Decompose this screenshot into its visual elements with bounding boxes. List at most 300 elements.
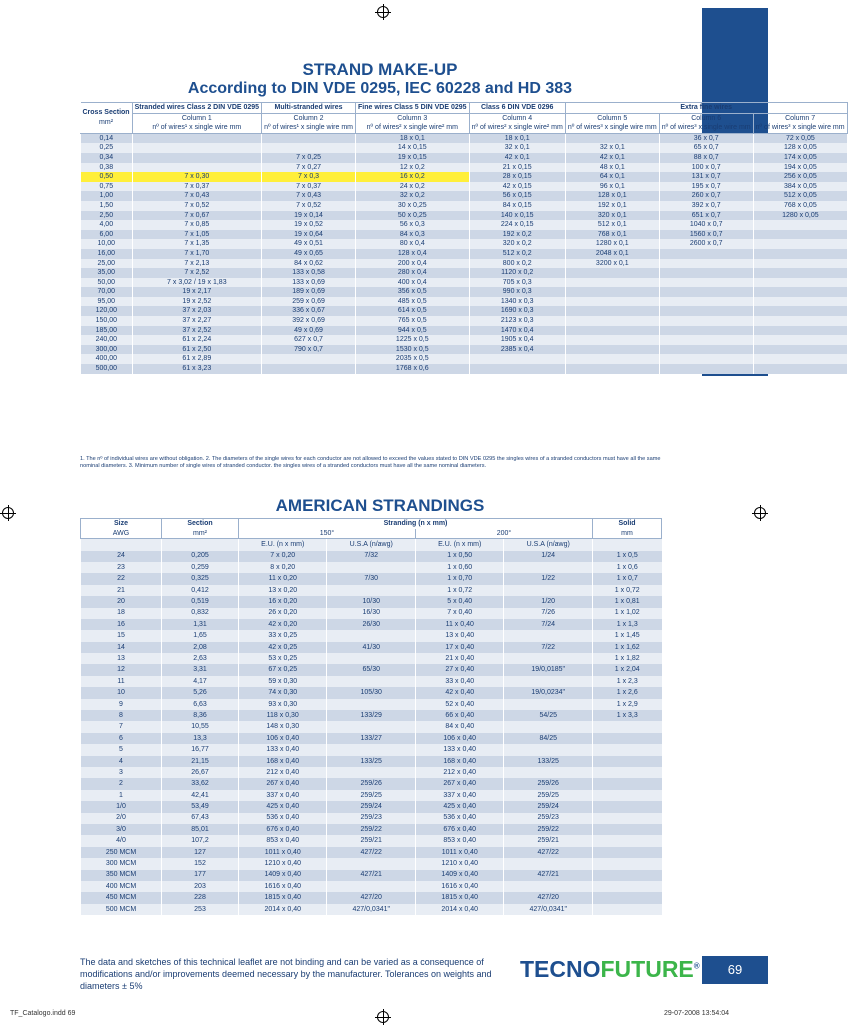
table-cell: 93 x 0,30 (239, 699, 327, 710)
table-row (81, 182, 848, 192)
subheader-usa-200: U.S.A (n/awg) (504, 539, 593, 551)
table-cell: 1 x 0,50 (415, 551, 503, 562)
table-cell: 128 x 0,4 (356, 249, 470, 259)
header-col7: Column 7 nº of wires³ x single wire mm (753, 113, 847, 133)
table-row (81, 664, 662, 675)
table-cell (593, 813, 662, 824)
table-cell (593, 824, 662, 835)
table-cell (659, 249, 753, 259)
table-cell: 88 x 0,7 (659, 153, 753, 163)
table-cell: 95,00 (81, 297, 133, 307)
table-cell: 500 MCM (81, 904, 162, 915)
table-cell: 765 x 0,5 (356, 316, 470, 326)
table-row (81, 133, 848, 143)
table-cell: 1011 x 0,40 (415, 847, 503, 858)
table-cell: 1120 x 0,2 (469, 268, 565, 278)
header-stranding: Stranding (n x mm) (239, 519, 593, 529)
table-cell: 120,00 (81, 306, 133, 316)
table-row (81, 858, 662, 869)
table-cell: 2014 x 0,40 (415, 904, 503, 915)
table-cell: 1 x 2,9 (593, 699, 662, 710)
table-cell: 1 x 1,62 (593, 642, 662, 653)
table-cell: 7/24 (504, 619, 593, 630)
table-cell (504, 653, 593, 664)
table-cell: 27 x 0,40 (415, 664, 503, 675)
table-row (81, 892, 662, 903)
table-cell: 25,00 (81, 259, 133, 269)
table-row (81, 870, 662, 881)
table-cell: 70,00 (81, 287, 133, 297)
table-cell: 800 x 0,2 (469, 259, 565, 269)
header-col3: Column 3 nº of wires² x single wire² mm (356, 113, 470, 133)
table-cell (659, 268, 753, 278)
table-cell: 259/25 (327, 790, 416, 801)
table-cell: 1 x 0,72 (415, 585, 503, 596)
table-cell: 4,17 (162, 676, 239, 687)
table-cell: 192 x 0,1 (565, 201, 659, 211)
table-cell: 1 x 1,82 (593, 653, 662, 664)
table-cell (753, 345, 847, 355)
table-row (81, 619, 662, 630)
table-cell (327, 585, 416, 596)
table-cell: 400 MCM (81, 881, 162, 892)
table-cell: 17 x 0,40 (415, 642, 503, 653)
table-cell: 427/21 (327, 870, 416, 881)
table-cell: 84 x 0,62 (262, 259, 356, 269)
table-row (81, 790, 662, 801)
table-cell: 64 x 0,1 (565, 172, 659, 182)
table-cell (327, 630, 416, 641)
table-cell: 1 x 0,60 (415, 562, 503, 573)
table-cell: 536 x 0,40 (239, 813, 327, 824)
table-row (81, 676, 662, 687)
table-cell: 240,00 (81, 335, 133, 345)
table-cell: 174 x 0,05 (753, 153, 847, 163)
table-row (81, 585, 662, 596)
table-cell (262, 364, 356, 374)
table-cell: 3 (81, 767, 162, 778)
table-cell: 7/22 (504, 642, 593, 653)
table-cell: 131 x 0,7 (659, 172, 753, 182)
table-cell (565, 326, 659, 336)
table-cell: 0,34 (81, 153, 133, 163)
table-cell: 0,259 (162, 562, 239, 573)
table-cell: 26 x 0,20 (239, 608, 327, 619)
table-cell: 425 x 0,40 (239, 801, 327, 812)
header-200: 200° (415, 529, 592, 539)
table-cell: 42 x 0,1 (565, 153, 659, 163)
table-cell: 1 x 0,70 (415, 573, 503, 584)
table-cell: 212 x 0,40 (415, 767, 503, 778)
table-cell: 990 x 0,3 (469, 287, 565, 297)
table-cell: 356 x 0,5 (356, 287, 470, 297)
table-cell (565, 133, 659, 143)
table-row (81, 297, 848, 307)
table-row (81, 733, 662, 744)
header-fine: Fine wires Class 5 DIN VDE 0295 (356, 103, 470, 114)
table-cell (504, 721, 593, 732)
table-cell: 19 x 0,14 (262, 211, 356, 221)
table-cell: 3200 x 0,1 (565, 259, 659, 269)
table-cell: 1 x 0,72 (593, 585, 662, 596)
table-cell: 259 x 0,69 (262, 297, 356, 307)
table-cell (753, 316, 847, 326)
subheader-blank (81, 539, 162, 551)
table-cell (565, 297, 659, 307)
table-cell: 768 x 0,1 (565, 230, 659, 240)
table-row (81, 354, 848, 364)
table-cell: 42 x 0,15 (469, 182, 565, 192)
table-row (81, 608, 662, 619)
table-cell: 5 (81, 744, 162, 755)
table-cell: 7 x 1,35 (132, 239, 262, 249)
table-cell (753, 326, 847, 336)
table-cell: 133/25 (327, 756, 416, 767)
strand-title: STRAND MAKE-UP (302, 60, 458, 79)
header-section: Section mm² (162, 519, 239, 539)
table-cell: 944 x 0,5 (356, 326, 470, 336)
table-row (81, 721, 662, 732)
table-cell (327, 676, 416, 687)
table-cell: 1/22 (504, 573, 593, 584)
american-title: AMERICAN STRANDINGS (275, 496, 485, 515)
table-cell: 256 x 0,05 (753, 172, 847, 182)
table-cell: 427/0,0341" (504, 904, 593, 915)
table-cell: 168 x 0,40 (415, 756, 503, 767)
american-table-body (81, 551, 662, 916)
header-solid: Solid mm (593, 519, 662, 539)
table-cell: 228 (162, 892, 239, 903)
table-row (81, 699, 662, 710)
table-cell: 36 x 0,7 (659, 133, 753, 143)
header-extra-fine: Extra fine wires (565, 103, 847, 114)
table-cell (593, 790, 662, 801)
table-cell (659, 354, 753, 364)
table-cell: 7 x 0,3 (262, 172, 356, 182)
table-row (81, 172, 848, 182)
table-cell: 3/0 (81, 824, 162, 835)
table-cell: 259/23 (327, 813, 416, 824)
table-cell: 2/0 (81, 813, 162, 824)
table-cell: 200 x 0,4 (356, 259, 470, 269)
table-cell: 259/21 (504, 835, 593, 846)
table-cell: 19 x 0,15 (356, 153, 470, 163)
table-cell: 10,00 (81, 239, 133, 249)
table-cell: 500,00 (81, 364, 133, 374)
table-row (81, 847, 662, 858)
table-cell: 7 x 0,40 (415, 608, 503, 619)
table-cell: 23 (81, 562, 162, 573)
table-cell: 80 x 0,4 (356, 239, 470, 249)
table-cell: 19 x 0,64 (262, 230, 356, 240)
table-cell (262, 143, 356, 153)
table-row (81, 345, 848, 355)
table-cell: 1 x 1,02 (593, 608, 662, 619)
table-cell: 0,832 (162, 608, 239, 619)
table-cell: 7 x 3,02 / 19 x 1,83 (132, 278, 262, 288)
table-cell (659, 326, 753, 336)
table-cell: 133 x 0,40 (239, 744, 327, 755)
header-col4: Column 4 nº of wires² x single wire² mm (469, 113, 565, 133)
registration-mark-bottom (377, 1011, 389, 1023)
table-cell (593, 756, 662, 767)
table-cell: 12 x 0,2 (356, 163, 470, 173)
table-cell (593, 733, 662, 744)
table-cell: 28 x 0,15 (469, 172, 565, 182)
table-cell: 259/25 (504, 790, 593, 801)
table-cell (593, 904, 662, 915)
table-cell: 49 x 0,69 (262, 326, 356, 336)
table-cell: 33,62 (162, 778, 239, 789)
table-cell: 400 x 0,4 (356, 278, 470, 288)
table-row (81, 710, 662, 721)
table-cell (593, 778, 662, 789)
table-row (81, 364, 848, 374)
table-cell: 7 x 0,52 (132, 201, 262, 211)
table-cell: 1/24 (504, 551, 593, 562)
table-cell: 50,00 (81, 278, 133, 288)
table-cell: 84/25 (504, 733, 593, 744)
table-cell: 1905 x 0,4 (469, 335, 565, 345)
table-cell (753, 230, 847, 240)
table-cell: 32 x 0,1 (565, 143, 659, 153)
table-cell: 300 MCM (81, 858, 162, 869)
table-row (81, 201, 848, 211)
table-cell: 195 x 0,7 (659, 182, 753, 192)
table-cell (753, 239, 847, 249)
table-cell: 512 x 0,1 (565, 220, 659, 230)
table-cell (565, 345, 659, 355)
table-cell: 2123 x 0,3 (469, 316, 565, 326)
table-cell: 259/22 (327, 824, 416, 835)
table-cell: 350 MCM (81, 870, 162, 881)
table-cell (659, 278, 753, 288)
table-row (81, 316, 848, 326)
table-cell: 37 x 2,27 (132, 316, 262, 326)
table-cell (327, 744, 416, 755)
header-150: 150° (239, 529, 416, 539)
table-cell (593, 767, 662, 778)
page-number: 69 (702, 956, 768, 984)
table-cell: 1 x 2,6 (593, 687, 662, 698)
table-cell: 49 x 0,51 (262, 239, 356, 249)
table-cell (504, 858, 593, 869)
table-cell: 18 (81, 608, 162, 619)
table-cell (753, 220, 847, 230)
table-cell: 1040 x 0,7 (659, 220, 753, 230)
table-cell: 19 x 0,52 (262, 220, 356, 230)
table-row (81, 756, 662, 767)
table-cell (753, 335, 847, 345)
table-cell: 337 x 0,40 (415, 790, 503, 801)
table-cell: 1 x 1,3 (593, 619, 662, 630)
table-cell: 676 x 0,40 (239, 824, 327, 835)
table-row (81, 562, 662, 573)
table-cell: 1210 x 0,40 (415, 858, 503, 869)
table-cell: 192 x 0,2 (469, 230, 565, 240)
table-cell: 84 x 0,3 (356, 230, 470, 240)
table-cell: 1768 x 0,6 (356, 364, 470, 374)
table-cell: 61 x 2,50 (132, 345, 262, 355)
table-cell: 336 x 0,67 (262, 306, 356, 316)
table-cell: 32 x 0,1 (469, 143, 565, 153)
table-cell: 1409 x 0,40 (239, 870, 327, 881)
table-cell: 16 x 0,2 (356, 172, 470, 182)
table-cell (327, 653, 416, 664)
table-row (81, 596, 662, 607)
table-row (81, 904, 662, 915)
subheader-eu-200: E.U. (n x mm) (415, 539, 503, 551)
table-cell: 1815 x 0,40 (415, 892, 503, 903)
table-cell: 7 x 2,13 (132, 259, 262, 269)
table-cell (565, 268, 659, 278)
table-cell: 16 (81, 619, 162, 630)
header-class6: Class 6 DIN VDE 0296 (469, 103, 565, 114)
table-cell: 59 x 0,30 (239, 676, 327, 687)
table-cell (753, 354, 847, 364)
table-cell: 7/32 (327, 551, 416, 562)
table-row (81, 687, 662, 698)
table-row (81, 306, 848, 316)
table-row (81, 813, 662, 824)
table-cell: 53,49 (162, 801, 239, 812)
table-cell: 1 x 3,3 (593, 710, 662, 721)
table-cell (753, 268, 847, 278)
table-cell: 133/25 (504, 756, 593, 767)
table-cell (659, 259, 753, 269)
table-cell: 7 x 0,43 (132, 191, 262, 201)
table-cell: 7 x 0,30 (132, 172, 262, 182)
table-cell: 280 x 0,4 (356, 268, 470, 278)
table-row (81, 249, 848, 259)
table-cell: 8,36 (162, 710, 239, 721)
table-cell: 32 x 0,2 (356, 191, 470, 201)
table-cell: 11 x 0,40 (415, 619, 503, 630)
table-cell (659, 297, 753, 307)
table-cell: 65 x 0,7 (659, 143, 753, 153)
table-cell: 4/0 (81, 835, 162, 846)
table-cell: 7 x 0,85 (132, 220, 262, 230)
brand-logo: TECNOFUTURE® (520, 956, 700, 982)
table-cell: 1 (81, 790, 162, 801)
table-cell: 1470 x 0,4 (469, 326, 565, 336)
table-cell: 7 (81, 721, 162, 732)
table-cell: 7 x 0,52 (262, 201, 356, 211)
table-cell: 8 (81, 710, 162, 721)
footer-timestamp: 29-07-2008 13:54:04 (664, 1010, 729, 1017)
table-cell: 425 x 0,40 (415, 801, 503, 812)
table-cell: 66 x 0,40 (415, 710, 503, 721)
table-cell: 320 x 0,2 (469, 239, 565, 249)
table-cell: 853 x 0,40 (239, 835, 327, 846)
table-cell (565, 306, 659, 316)
table-cell: 224 x 0,15 (469, 220, 565, 230)
table-cell: 427/22 (504, 847, 593, 858)
table-cell: 651 x 0,7 (659, 211, 753, 221)
table-cell: 2,08 (162, 642, 239, 653)
table-cell: 337 x 0,40 (239, 790, 327, 801)
table-row (81, 239, 848, 249)
table-cell (132, 163, 262, 173)
table-cell: 392 x 0,7 (659, 201, 753, 211)
table-cell: 2385 x 0,4 (469, 345, 565, 355)
table-cell (504, 744, 593, 755)
table-cell: 19/0,0234" (504, 687, 593, 698)
table-cell: 106 x 0,40 (239, 733, 327, 744)
table-cell: 21 x 0,40 (415, 653, 503, 664)
table-cell (327, 699, 416, 710)
table-cell (659, 345, 753, 355)
table-cell: 21 x 0,15 (469, 163, 565, 173)
table-cell (659, 306, 753, 316)
table-cell: 33 x 0,25 (239, 630, 327, 641)
table-row (81, 259, 848, 269)
table-cell: 13,3 (162, 733, 239, 744)
table-cell: 150,00 (81, 316, 133, 326)
table-cell: 853 x 0,40 (415, 835, 503, 846)
table-cell: 19 x 2,52 (132, 297, 262, 307)
table-cell (753, 278, 847, 288)
table-cell (565, 364, 659, 374)
table-row (81, 163, 848, 173)
table-cell: 2014 x 0,40 (239, 904, 327, 915)
subheader-blank (162, 539, 239, 551)
table-cell: 7 x 2,52 (132, 268, 262, 278)
table-cell: 7 x 1,05 (132, 230, 262, 240)
strand-notes: 1. The nº of individual wires are without obligation. 2. The diameters of the single wires for each conductor are not allowed to exceed the values stated to DIN VDE 0295 the singles wires of a stranded conductors must have all the same nominal diameters. 3. Minimum number of single wires of stranded conductor. the singles wires of a stranded conductors must have all the same nominal diameters. (80, 456, 661, 469)
table-cell: 1409 x 0,40 (415, 870, 503, 881)
table-row (81, 153, 848, 163)
table-cell: 140 x 0,15 (469, 211, 565, 221)
table-cell: 203 (162, 881, 239, 892)
table-cell (593, 870, 662, 881)
table-cell (593, 721, 662, 732)
table-cell (504, 562, 593, 573)
table-cell (753, 249, 847, 259)
table-cell: 1011 x 0,40 (239, 847, 327, 858)
table-cell: 7 x 1,70 (132, 249, 262, 259)
table-cell: 7 x 0,43 (262, 191, 356, 201)
table-cell (753, 364, 847, 374)
table-row (81, 653, 662, 664)
table-cell: 450 MCM (81, 892, 162, 903)
table-cell (132, 143, 262, 153)
table-row (81, 268, 848, 278)
table-cell: 33 x 0,40 (415, 676, 503, 687)
table-cell (469, 364, 565, 374)
table-cell: 24 x 0,2 (356, 182, 470, 192)
table-cell (132, 133, 262, 143)
table-cell: 50 x 0,25 (356, 211, 470, 221)
header-col5: Column 5 nº of wires³ x single wire mm (565, 113, 659, 133)
table-cell: 1280 x 0,05 (753, 211, 847, 221)
table-cell (504, 585, 593, 596)
table-cell: 127 (162, 847, 239, 858)
table-cell: 118 x 0,30 (239, 710, 327, 721)
table-cell: 2,50 (81, 211, 133, 221)
table-cell: 15 (81, 630, 162, 641)
table-cell: 67 x 0,25 (239, 664, 327, 675)
table-cell: 21 (81, 585, 162, 596)
table-cell (753, 259, 847, 269)
table-cell: 10,55 (162, 721, 239, 732)
table-row (81, 287, 848, 297)
table-cell: 56 x 0,3 (356, 220, 470, 230)
table-cell: 13 x 0,20 (239, 585, 327, 596)
table-cell (132, 153, 262, 163)
table-cell: 1530 x 0,5 (356, 345, 470, 355)
table-cell: 2035 x 0,5 (356, 354, 470, 364)
